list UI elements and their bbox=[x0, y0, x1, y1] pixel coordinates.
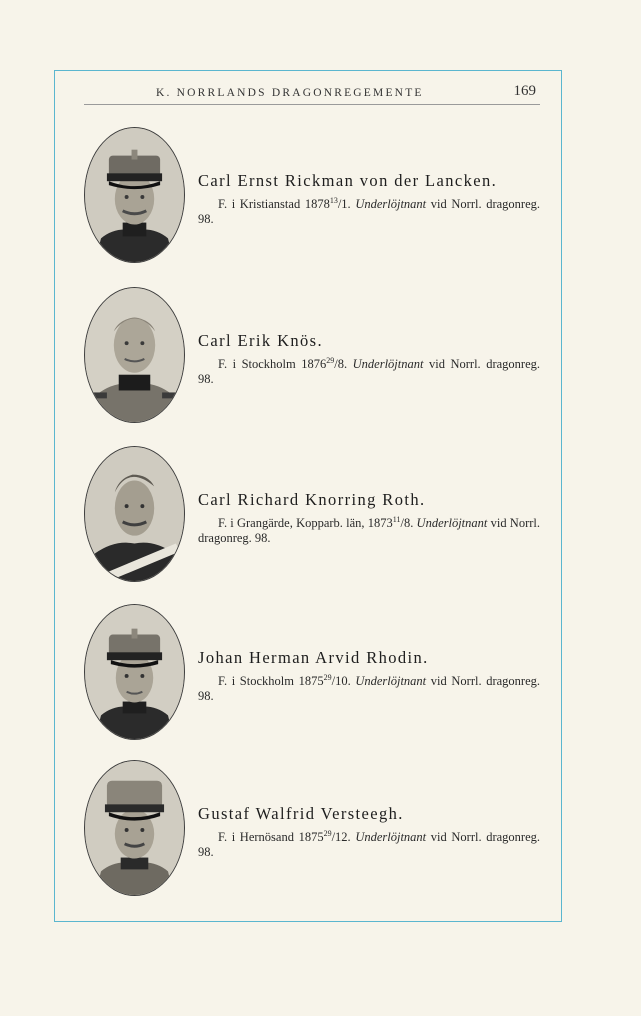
officer-bio: F. i Stockholm 1876$^{29}$/8. Underlöjtnant vid Norrl. dragonreg. 98. bbox=[198, 356, 540, 387]
officer-name: Carl Erik Knös. bbox=[198, 331, 324, 350]
officer-name: Johan Herman Arvid Rhodin. bbox=[198, 648, 429, 667]
officer-name: Carl Richard Knorring Roth. bbox=[198, 490, 426, 509]
officer-bio: F. i Hernösand 1875$^{29}$/12. Underlöjtnant vid Norrl. dragonreg. 98. bbox=[198, 829, 540, 860]
portrait-photo bbox=[84, 446, 185, 582]
biography-entry bbox=[84, 760, 554, 900]
portrait-photo bbox=[84, 127, 185, 263]
biography-entry bbox=[84, 287, 554, 427]
page-number: 169 bbox=[513, 83, 536, 99]
running-header bbox=[84, 82, 540, 105]
biography-entry bbox=[84, 604, 554, 744]
officer-name: Gustaf Walfrid Versteegh. bbox=[198, 804, 404, 823]
biography-entry bbox=[84, 446, 554, 586]
officer-bio: F. i Stockholm 1875$^{29}$/10. Underlöjtnant vid Norrl. dragonreg. 98. bbox=[198, 673, 541, 704]
portrait-photo bbox=[84, 287, 185, 423]
biography-entry bbox=[84, 127, 554, 267]
portrait-photo bbox=[84, 604, 185, 740]
header-title: K. NORRLANDS DRAGONREGEMENTE bbox=[156, 87, 424, 99]
officer-bio: F. i Grangärde, Kopparb. län, 1873$^{11}$/8. Underlöjtnant vid Norrl. dragonreg. 98. bbox=[198, 515, 540, 546]
portrait-photo bbox=[84, 760, 185, 896]
officer-name: Carl Ernst Rickman von der Lancken. bbox=[198, 171, 498, 190]
officer-bio: F. i Kristianstad 1878$^{13}$/1. Underlöjtnant vid Norrl. dragonreg. 98. bbox=[198, 196, 540, 227]
